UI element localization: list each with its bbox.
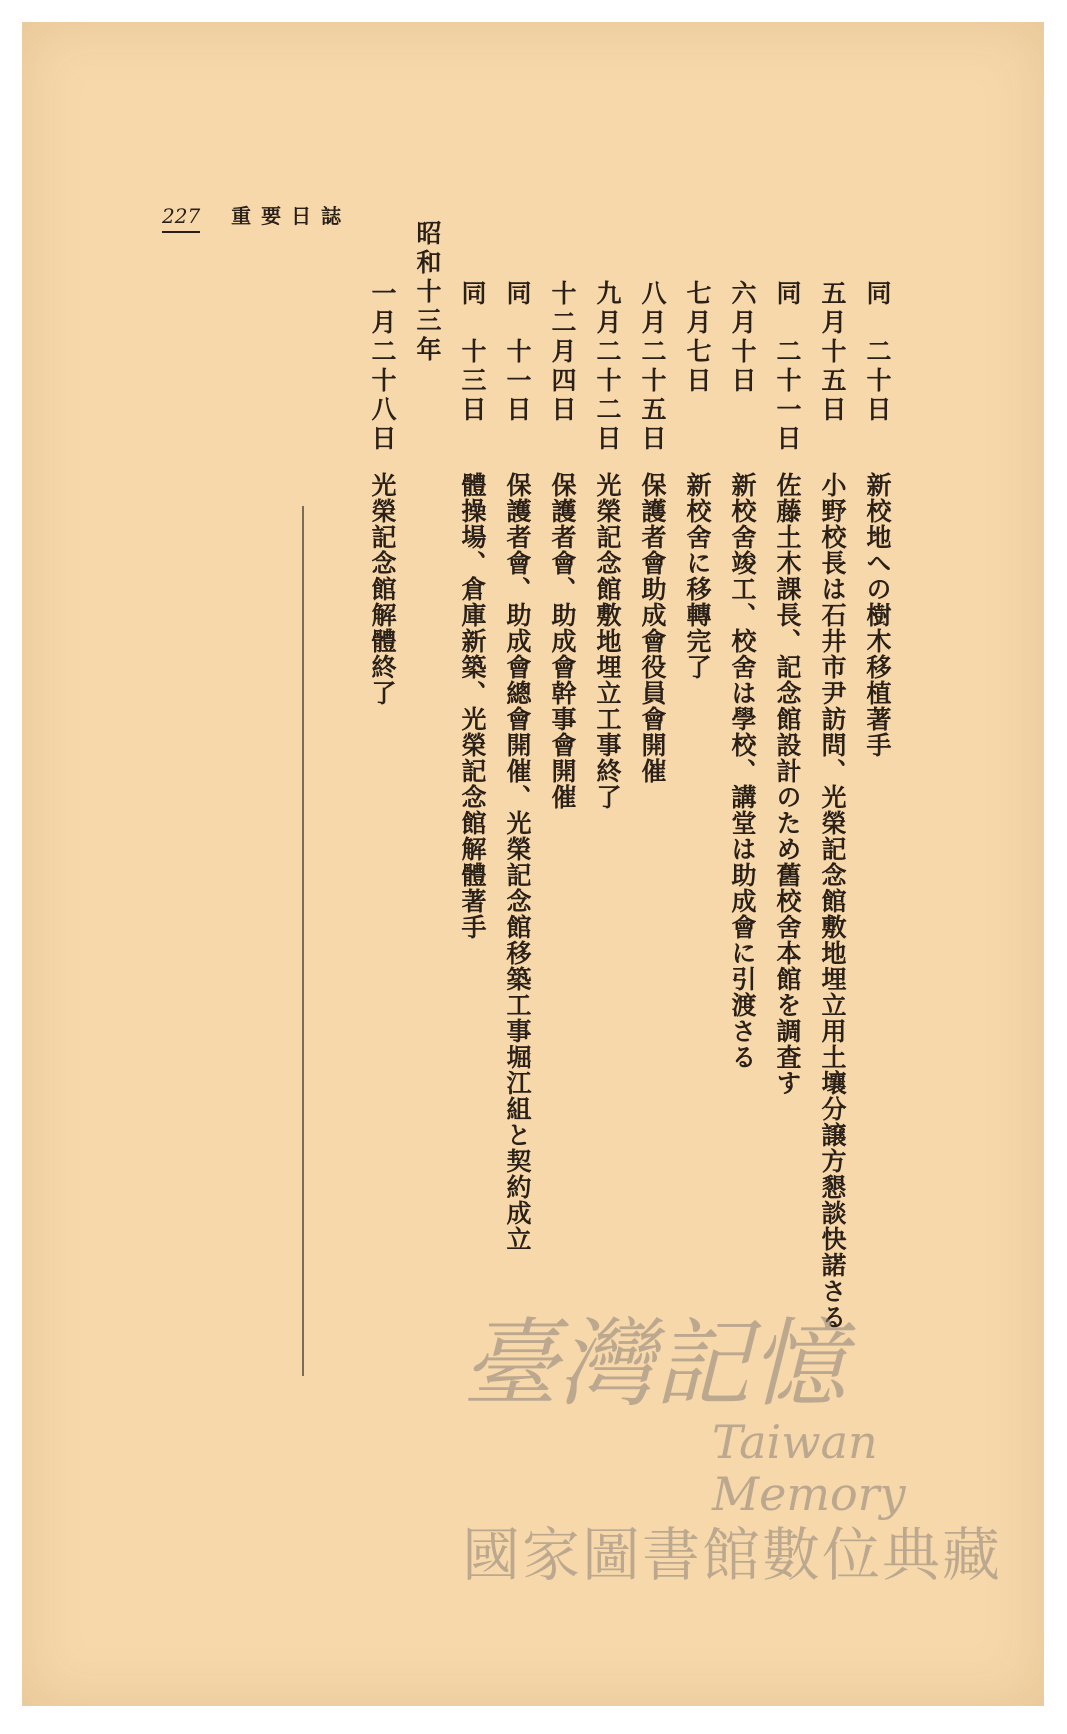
entry-text: 新校地への樹木移植著手 xyxy=(863,472,892,758)
entry-date: 同 二十一日 xyxy=(773,280,802,454)
entry-text: 體操場、倉庫新築、光榮記念館解體著手 xyxy=(458,472,487,940)
divider-line xyxy=(302,506,304,1376)
entry-date: 六月十日 xyxy=(728,280,757,396)
entry-text: 新校舍に移轉完了 xyxy=(683,472,712,680)
entry-text: 小野校長は石井市尹訪問、光榮記念館敷地埋立用土壤分譲方懇談快諾さる xyxy=(818,472,847,1330)
entry-date: 同 十三日 xyxy=(458,280,487,425)
entry-date: 同 二十日 xyxy=(863,280,892,425)
entry-text: 光榮記念館解體終了 xyxy=(368,472,397,706)
page-number: 227 xyxy=(162,204,200,233)
entry-text: 保護者會、助成會總會開催、光榮記念館移築工事堀江組と契約成立 xyxy=(503,472,532,1252)
year-heading: 昭和十三年 xyxy=(413,220,442,365)
entry-date: 七月七日 xyxy=(683,280,712,396)
entry-date: 一月二十八日 xyxy=(368,280,397,454)
entry-date: 八月二十五日 xyxy=(638,280,667,454)
entry-date: 十二月四日 xyxy=(548,280,577,425)
watermark-english: Taiwan Memory xyxy=(712,1415,906,1521)
watermark-library: 國家圖書館數位典藏 xyxy=(462,1521,1003,1589)
watermark xyxy=(462,1308,1044,1590)
entry-text: 佐藤土木課長、記念館設計のため舊校舍本館を調査す xyxy=(773,472,802,1096)
running-title: 重要日誌 xyxy=(231,204,352,228)
entry-text: 保護者會、助成會幹事會開催 xyxy=(548,472,577,810)
document-page xyxy=(22,22,1044,1706)
entry-date: 同 十一日 xyxy=(503,280,532,425)
entry-text: 光榮記念館敷地埋立工事終了 xyxy=(593,472,622,810)
entry-text: 新校舍竣工、校舍は學校、講堂は助成會に引渡さる xyxy=(728,472,757,1070)
entry-date: 五月十五日 xyxy=(818,280,847,425)
page-header xyxy=(162,200,351,233)
watermark-chinese: 臺灣記憶 xyxy=(462,1308,846,1420)
entry-text: 保護者會助成會役員會開催 xyxy=(638,472,667,784)
entry-date: 九月二十二日 xyxy=(593,280,622,454)
